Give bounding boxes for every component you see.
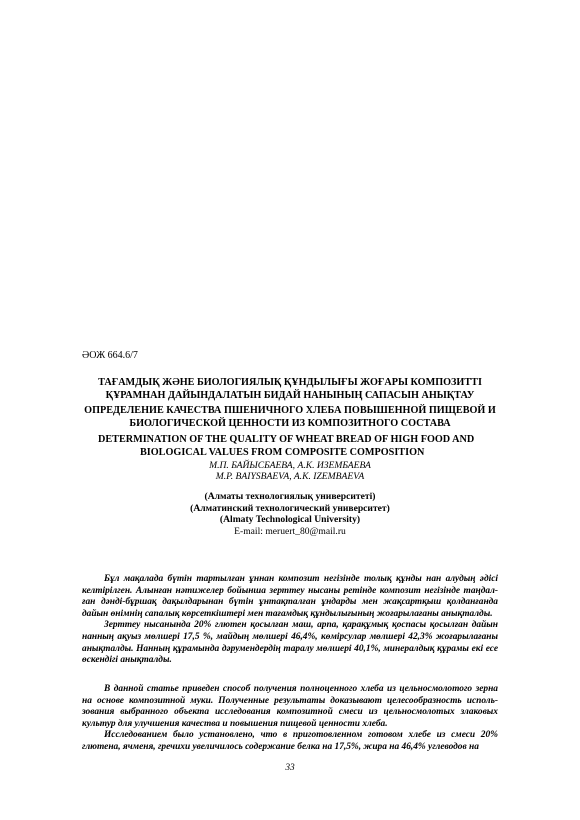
author-email: E-mail: meruert_80@mail.ru	[234, 525, 346, 537]
page-number: 33	[285, 763, 295, 773]
title-russian-line-1: ОПРЕДЕЛЕНИЕ КАЧЕСТВА ПШЕНИЧНОГО ХЛЕБА ПОВЫШЕННОЙ ПИЩЕВОЙ И	[84, 405, 496, 416]
title-english-line-2: BIOLOGICAL VALUES FROM COMPOSITE COMPOSITION	[140, 447, 425, 458]
affiliations	[60, 491, 520, 537]
abstract-kazakh-paragraph-1: Бұл мақалада бүтін тартылған ұннан композит негізінде толық құнды нан алудың әдісі келтірілген. Алынған нәтижелер бойынша зерттеу нысаны ретінде композит негізінде таңдал-ған дәнді-бұршақ дақылдарынан бүтін ұнтақталған ұндарды мен жақсартқыш қолданғанда дайын өнімнің сапалық көрсеткіштері мен тағамдық құндылығының жоғарылағаны анықталды.	[82, 574, 498, 619]
affiliation-kazakh: (Алматы технологиялық университеті)	[204, 491, 376, 502]
abstract-russian	[82, 684, 498, 754]
udc-code: ӘОЖ 664.6/7	[82, 350, 138, 361]
authors-english: M.P. BAIYSBAEVA, A.K. IZEMBAEVA	[215, 471, 365, 482]
authors-kazakh: М.П. БАЙЫСБАЕВА, А.К. ИЗЕМБАЕВА	[209, 460, 371, 471]
affiliation-russian: (Алматинский технологический университет)	[190, 502, 390, 514]
abstract-russian-paragraph-1: В данной статье приведен способ получения полноценного хлеба из цельносмолотого зерна на основе композитной муки. Полученные результаты доказывают целесообразность исполь-зования выбранного объекта исследования композитной смеси из цельносмолотых злаковых культур для улучшения качества и повышения пищевой ценности хлеба.	[82, 684, 498, 729]
abstract-kazakh	[82, 574, 498, 667]
title-english-line-1: DETERMINATION OF THE QUALITY OF WHEAT BREAD OF HIGH FOOD AND	[98, 434, 475, 445]
affiliation-english: (Almaty Technological University)	[219, 514, 361, 525]
abstract-russian-paragraph-2: Исследованием было установлено, что в приготовленном готовом хлебе из смеси 20% глютена, ячменя, гречихи увеличилось содержание белка на 17,5%, жира на 46,4% углеводов на	[82, 730, 498, 752]
title-kazakh-line-2: ҚҰРАМНАН ДАЙЫНДАЛАТЫН БИДАЙ НАНЫНЫҢ САПАСЫН АНЫҚТАУ	[105, 390, 475, 401]
title-kazakh	[60, 376, 520, 402]
authors	[60, 460, 520, 482]
title-russian	[60, 404, 520, 430]
title-kazakh-line-1: ТАҒАМДЫҚ ЖӘНЕ БИОЛОГИЯЛЫҚ ҚҰНДЫЛЫҒЫ ЖОҒАРЫ КОМПОЗИТТІ	[98, 377, 482, 388]
title-english	[60, 433, 520, 459]
title-russian-line-2: БИОЛОГИЧЕСКОЙ ЦЕННОСТИ ИЗ КОМПОЗИТНОГО СОСТАВА	[129, 418, 451, 429]
abstract-kazakh-paragraph-2: Зерттеу нысанында 20% глютен қосылған маш, арпа, қарақұмық қоспасы қосылған дайын нанның ақуыз мөлшері 17,5 %, майдың мөлшері 46,4%, көмірсулар мөлшері 42,3% жоғарылағаны анықталды. Нанның құрамында дәрумендердің таралу мөлшері 40,1%, минералдық құрамы екі есе өскендігі анықталды.	[82, 620, 498, 666]
